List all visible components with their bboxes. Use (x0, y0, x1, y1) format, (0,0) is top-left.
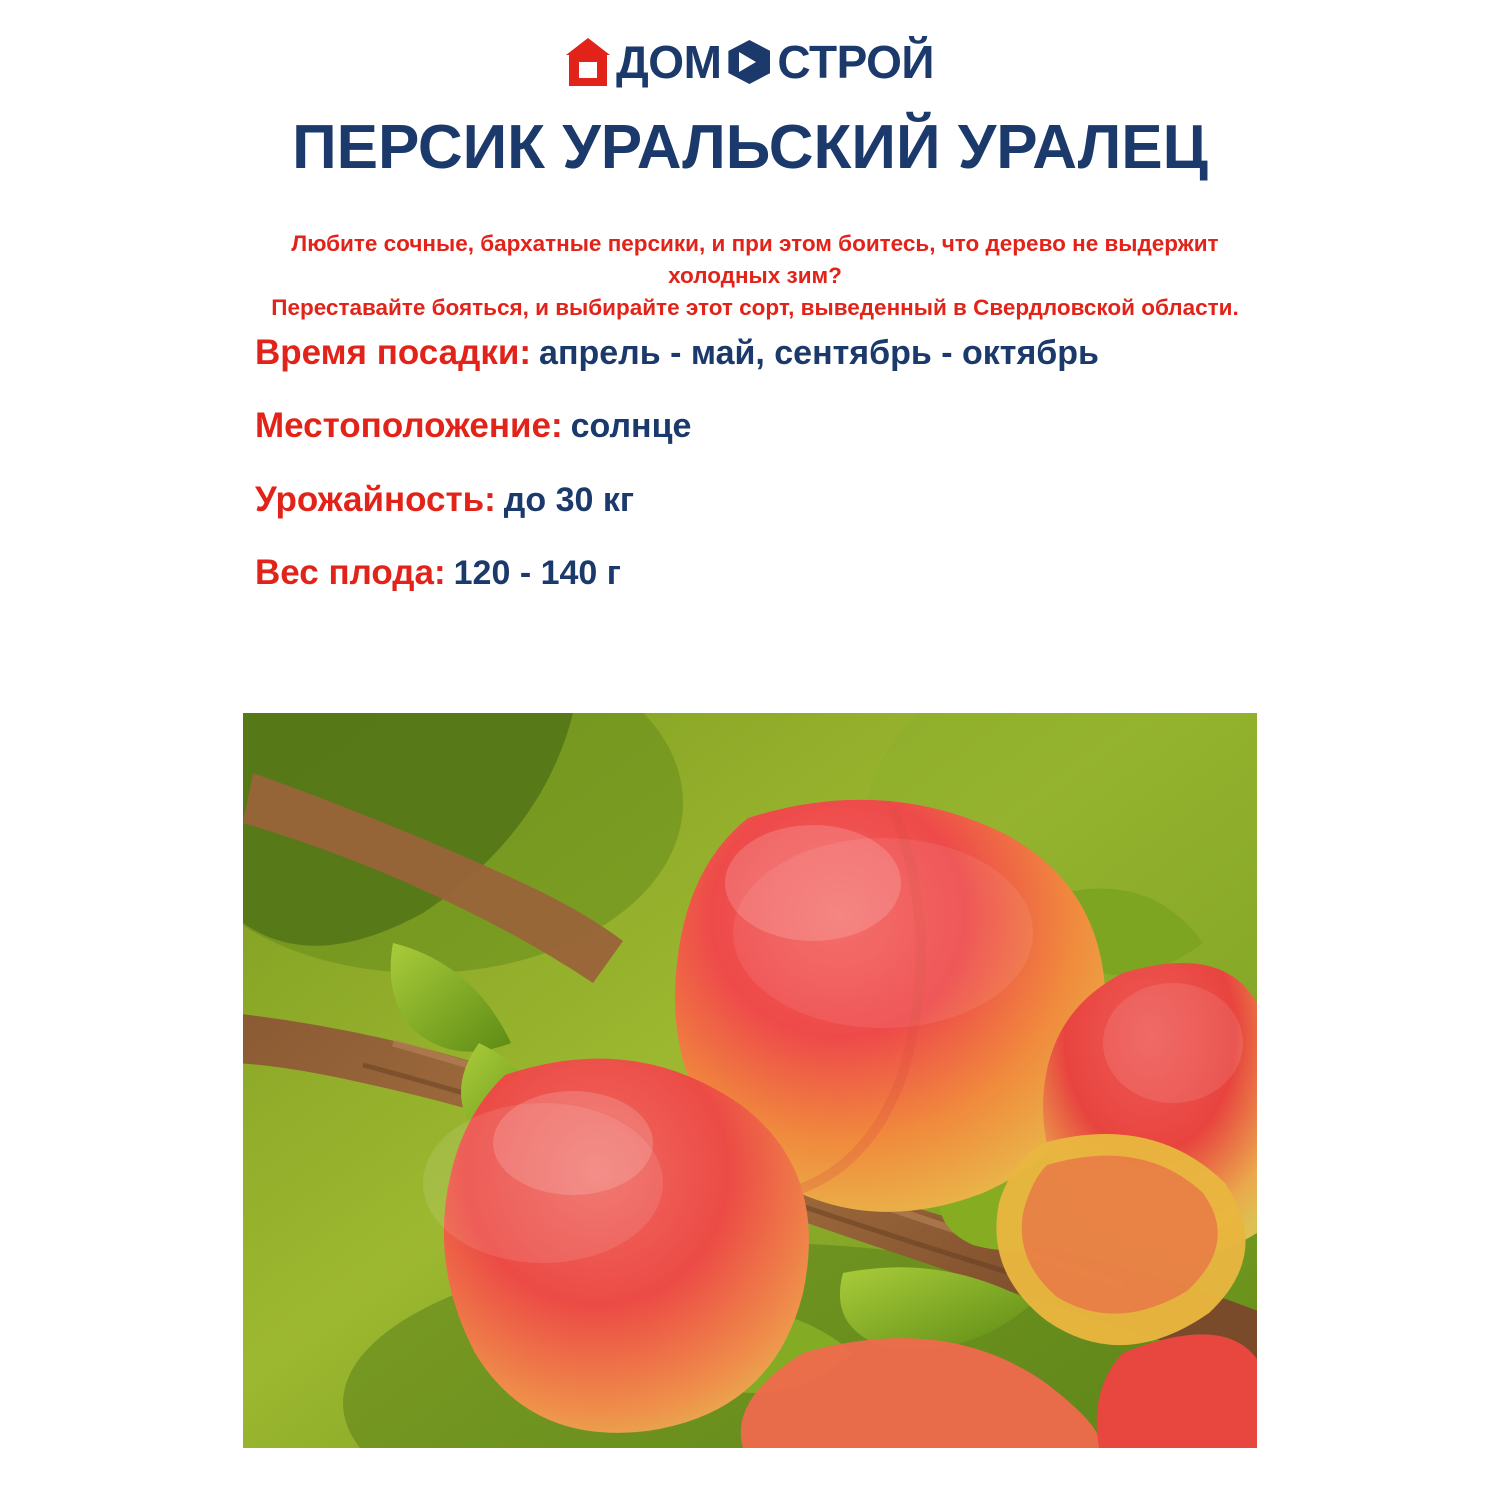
spec-row-fruit-weight (255, 552, 1305, 593)
spec-value: апрель - май, сентябрь - октябрь (539, 334, 1099, 372)
brand-logo (0, 38, 1500, 86)
specs-list (255, 332, 1305, 625)
spec-label: Вес плода: (255, 552, 446, 592)
spec-value: солнце (570, 407, 692, 446)
spec-value: 120 - 140 г (453, 553, 621, 592)
peach-photo (243, 713, 1257, 1448)
logo-text-stroy: СТРОЙ (777, 36, 934, 88)
house-icon (566, 38, 610, 86)
logo-text-dom: ДОМ (616, 36, 722, 88)
spec-row-yield (255, 479, 1305, 520)
hex-arrow-icon (726, 38, 772, 86)
spec-row-planting-time (255, 332, 1305, 373)
intro-text (250, 228, 1260, 324)
spec-value: до 30 кг (503, 480, 635, 519)
peach-photo-illustration (243, 713, 1257, 1448)
page-title: ПЕРСИК УРАЛЬСКИЙ УРАЛЕЦ (292, 113, 1208, 182)
spec-label: Время посадки: (255, 333, 532, 372)
spec-label: Местоположение: (255, 406, 563, 446)
spec-row-location (255, 405, 1305, 446)
spec-label: Урожайность: (255, 479, 496, 519)
intro-line-1: Любите сочные, бархатные персики, и при этом боитесь, что дерево не выдержит холодных зим? (291, 231, 1219, 288)
intro-line-2: Переставайте бояться, и выбирайте этот сорт, выведенный в Свердловской области. (271, 294, 1239, 320)
